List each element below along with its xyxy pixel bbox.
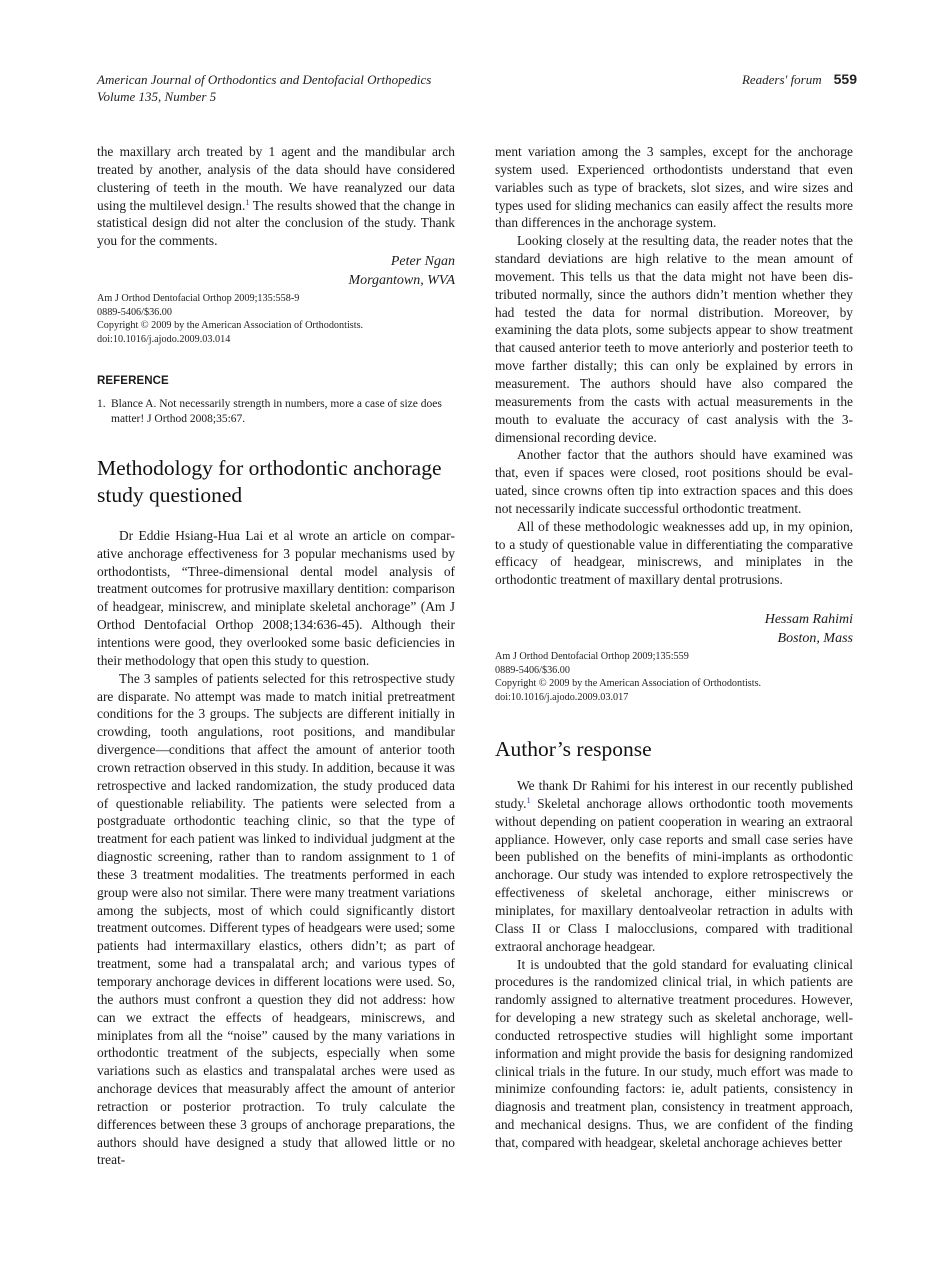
body-paragraph: Dr Eddie Hsiang-Hua Lai et al wrote an article on comparative anchorage effectiveness for 3 popular mechanisms used by orthodontists, “Three-dimensional dental model analysis of treatment outcomes for protrusive maxillary dentition: comparison of headgear, miniscrew, and miniplate skeletal anchorage” (Am J Orthod Dentofacial Orthop 2008;134:636-45). Although their intentions were good, they overlooked some basic deficiencies in their methodology that open this study to question. — [97, 527, 455, 668]
reference-link[interactable]: 1 — [245, 196, 250, 207]
paragraph-text: We thank Dr Rahimi for his interest in our recently published study. — [495, 778, 853, 811]
journal-name: American Journal of Orthodontics and Dentofacial Orthopedics — [97, 72, 432, 87]
body-paragraph: It is undoubted that the gold standard for evaluating clinical procedures is the randomized clinical trial, in which patients are randomly assigned to alternative treatment procedures. However, for developing a new strategy such as skeletal anchorage, well-conducted retrospective studies will highlight some important information and might provide the basis for designing randomized clinical trials in the future. In our study, much effort was made to minimize confounding factors: ie, adult patients, consistency in diagnosis and treatment plan, consistency in treatment approach, and mechanical designs. Thus, we are confident of the finding that, compared with headgear, skeletal anchorage achieves better — [495, 956, 853, 1150]
article-title: Methodology for orthodontic anchorage study questioned — [97, 455, 442, 507]
reference-number: 1. — [97, 397, 106, 410]
body-paragraph — [495, 777, 853, 955]
left-column — [97, 143, 455, 1169]
reference-link[interactable]: 1 — [526, 794, 531, 805]
meta-issn: 0889-5406/$36.00 — [495, 664, 570, 676]
meta-copyright: Copyright © 2009 by the American Association of Orthodontists. — [495, 678, 762, 690]
meta-citation: Am J Orthod Dentofacial Orthop 2009;135:559 — [495, 651, 689, 663]
reference-item — [97, 397, 455, 427]
page-number: 559 — [833, 71, 857, 87]
paragraph-text: The results showed that the change in statistical design did not alter the conclusion of the study. Thank you for the comments. — [97, 197, 455, 249]
signature-block — [97, 252, 455, 290]
meta-copyright: Copyright © 2009 by the American Association of Orthodontists. — [97, 320, 364, 332]
continued-paragraph — [97, 143, 455, 250]
signature-name: Hessam Rahimi — [764, 612, 853, 628]
signature-location: Boston, Mass — [777, 631, 853, 647]
signature-name: Peter Ngan — [390, 254, 455, 270]
author-response-title: Author’s response — [495, 737, 652, 762]
signature-block — [495, 610, 853, 648]
body-paragraph: ment variation among the 3 samples, except for the anchorage system used. Experienced orthodontists understand that even variables such as type of brackets, slot sizes, and wire sizes and types used for sliding mechanics can easily affect the results more than differences in the anchorage system. — [495, 144, 853, 231]
body-paragraph: All of these methodologic weaknesses add up, in my opinion, to a study of questionable value in differentiating the comparative efficacy of headgear, miniscrews, and miniplates in the orthodontic treatment of maxillary dental protrusions. — [495, 518, 853, 588]
meta-doi[interactable]: doi:10.1016/j.ajodo.2009.03.014 — [97, 333, 231, 345]
signature-location: Morgantown, WVA — [348, 273, 455, 289]
body-paragraph: The 3 samples of patients selected for this retrospective study are disparate. No attempt was made to match initial pretreatment conditions for the 3 groups. The subjects are different initially in crowding, tooth angulations, root positions, and mandibular divergence—conditions that affect the amount of anterior tooth crown retraction observed in this study. In addition, because it was retrospective and lacked randomization, the study produced data of questionable reliability. The patients were selected from a postgraduate orthodontic teaching clinic, so that the type of treatment for each patient was linked to individual judgment at the diagnostic screening, rather than to random assignment to 1 of these 3 treatment modalities. The treatments performed in each group were also not similar. There were many treatment variations among the subjects, most of which could significantly distort treatment outcomes. Different types of headgears were used; some patients had intermaxillary elastics, others didn’t; as part of treatment, some had a transpalatal arch; and various types of temporary anchorage devices in different locations were used. So, the authors must confront a question they did not address: how can we extract the effects of headgears, miniscrews, and miniplates from all the “noise” caused by the many variations in orthodontic treatment of the subjects, especially when some variations such as elastics and transpalatal arches were used as anchorage devices that measurably affect the amount of anterior retraction or posterior protraction. To truly calculate the differences between these 3 groups of anchorage preparations, the authors should have designed a study that allowed little or no treat- — [97, 670, 455, 1168]
meta-doi[interactable]: doi:10.1016/j.ajodo.2009.03.017 — [495, 691, 629, 703]
reference-heading: REFERENCE — [97, 375, 169, 388]
right-column — [495, 143, 853, 1152]
article-meta — [495, 650, 853, 704]
running-head — [97, 71, 857, 105]
body-paragraph: Looking closely at the resulting data, the reader notes that the standard deviations are high relative to the mean amount of movement. This tells us that the data might not have been distributed normally, since the authors didn’t mention whether they had tested the data for normal distribution. Moreover, by examining the data plots, some subjects appear to show treatment that caused anterior teeth to move anteriorly and posterior teeth to move farther distally; this can only be explained by errors in measurement. The authors should have also compared the measurements from the casts with actual measurements in the mouth to evaluate the accuracy of cast analysis with the 3-dimensional recording device. — [495, 233, 853, 445]
section-and-page — [742, 71, 857, 88]
body-paragraph: Another factor that the authors should have examined was that, even if spaces were closed, root positions should be evaluated, since crowns often tip into extraction spaces and this does not necessarily indicate successful orthodontic treatment. — [495, 447, 853, 516]
meta-issn: 0889-5406/$36.00 — [97, 306, 172, 318]
section-name: Readers' forum — [741, 72, 822, 87]
meta-citation: Am J Orthod Dentofacial Orthop 2009;135:558-9 — [97, 293, 300, 305]
journal-volume: Volume 135, Number 5 — [97, 89, 217, 104]
article-meta — [97, 292, 455, 346]
reference-text: Blance A. Not necessarily strength in numbers, more a case of size does matter! J Orthod 2008;35:67. — [111, 397, 442, 425]
paragraph-text: Skeletal anchorage allows orthodontic tooth movements without depending on patient cooperation in wearing an extraoral appliance. However, only case reports and small case series have been published on the benefits of mini-implants as orthodontic anchorage. Our study was intended to explore retrospectively the effectiveness of skeletal anchorage, either miniscrews or miniplates, for maxillary dentoalveolar retraction in adults with Class II or Class I malocclusions, compared with traditional extraoral anchorage headgear. — [495, 795, 853, 954]
paragraph-text: the maxillary arch treated by 1 agent and the mandibular arch treated by another, analysis of the data should have considered clustering of teeth in the mouth. We have reanalyzed our data using the multilevel design. — [97, 144, 455, 213]
